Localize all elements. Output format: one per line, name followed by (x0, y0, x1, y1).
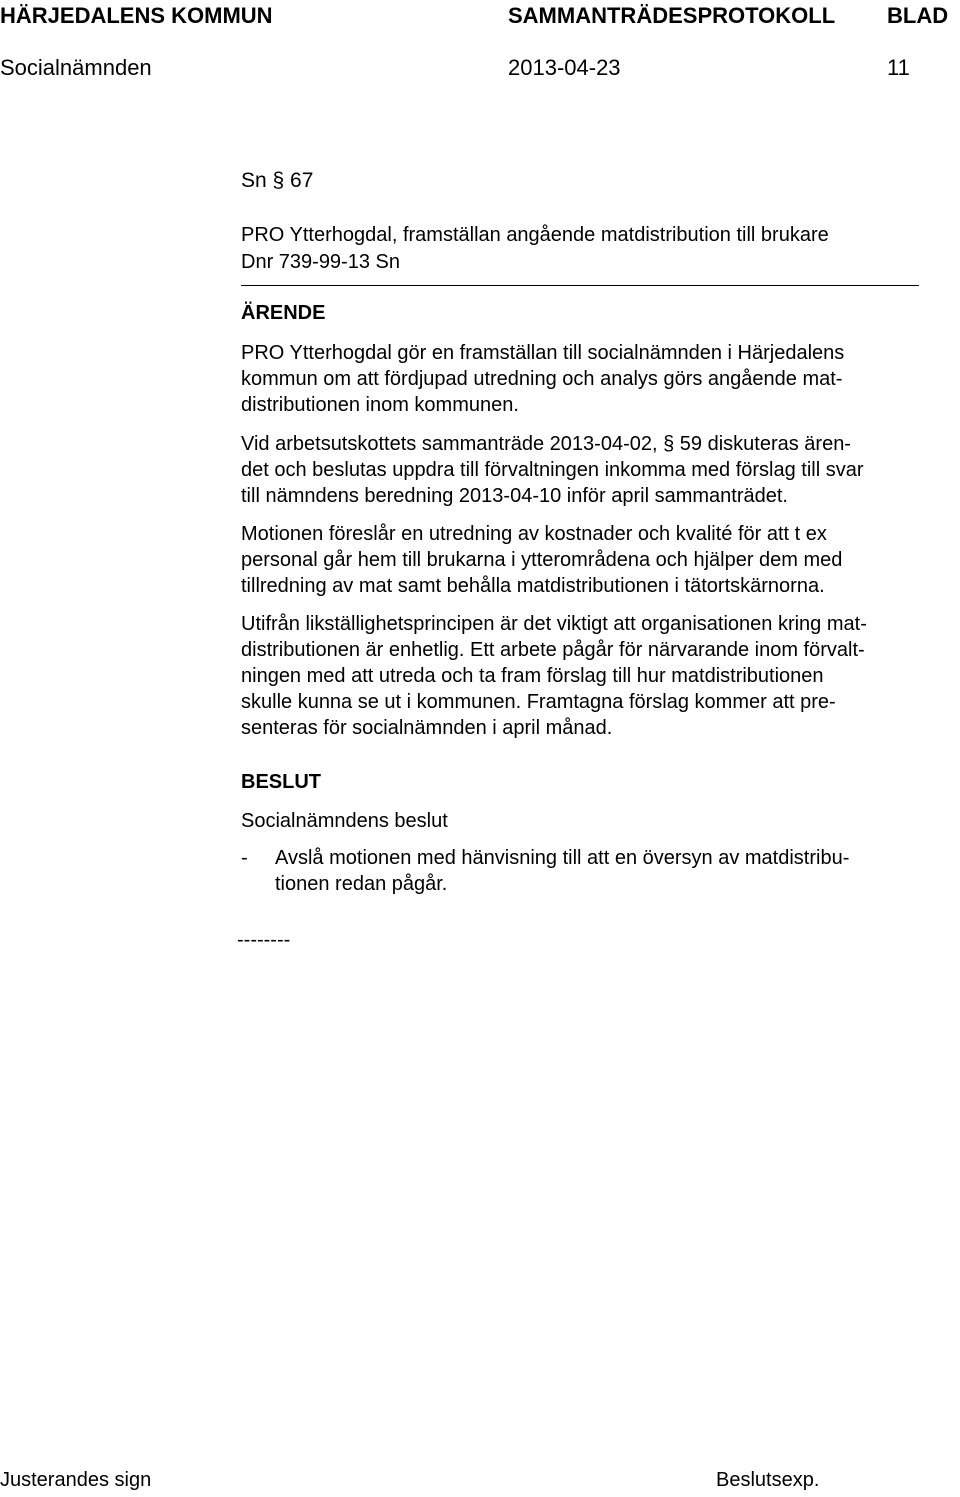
text-line: Avslå motionen med hänvisning till att en översyn av matdistribu- (275, 847, 850, 869)
committee-name: Socialnämnden (0, 55, 152, 80)
text-line: skulle kunna se ut i kommunen. Framtagna förslag kommer att pre- (241, 691, 836, 713)
text-line: ningen med att utreda och ta fram förslag till hur matdistributionen (241, 665, 824, 687)
text-line: senteras för socialnämnden i april månad. (241, 717, 613, 739)
arende-paragraph-1 (241, 340, 956, 418)
text-line: distributionen inom kommunen. (241, 394, 519, 416)
footer-beslutsexp: Beslutsexp. (716, 1469, 820, 1491)
arende-heading: ÄRENDE (241, 302, 326, 324)
item-title: PRO Ytterhogdal, framställan angående matdistribution till brukare (241, 224, 829, 246)
bullet-dash: - (241, 847, 248, 869)
text-line: distributionen är enhetlig. Ett arbete pågår för närvarande inom förvalt- (241, 639, 865, 661)
footer-justerandes-sign: Justerandes sign (0, 1469, 152, 1491)
text-line: tionen redan pågår. (275, 873, 448, 895)
text-line: Motionen föreslår en utredning av kostnader och kvalité för att t ex (241, 523, 827, 545)
municipality-name: HÄRJEDALENS KOMMUN (0, 3, 273, 28)
beslut-heading: BESLUT (241, 771, 321, 793)
beslut-subheading: Socialnämndens beslut (241, 810, 448, 832)
text-line: Utifrån likställighetsprincipen är det viktigt att organisationen kring mat- (241, 613, 867, 635)
arende-paragraph-2 (241, 431, 956, 509)
text-line: tillredning av mat samt behålla matdistributionen i tätortskärnorna. (241, 575, 825, 597)
text-line: det och beslutas uppdra till förvaltningen inkomma med förslag till svar (241, 459, 864, 481)
page-number: 11 (887, 55, 910, 80)
arende-paragraph-4 (241, 611, 956, 741)
text-line: personal går hem till brukarna i ytterområdena och hjälper dem med (241, 549, 843, 571)
end-separator: -------- (237, 929, 291, 951)
dnr-underline (241, 285, 919, 286)
text-line: kommun om att fördjupad utredning och analys görs angående mat- (241, 368, 843, 390)
text-line: PRO Ytterhogdal gör en framställan till socialnämnden i Härjedalens (241, 342, 845, 364)
text-line: Vid arbetsutskottets sammanträde 2013-04-02, § 59 diskuteras ären- (241, 433, 851, 455)
meeting-date: 2013-04-23 (508, 55, 621, 80)
item-dnr: Dnr 739-99-13 Sn (241, 251, 400, 273)
bullet-text (275, 845, 849, 897)
document-type: SAMMANTRÄDESPROTOKOLL (508, 3, 836, 28)
text-line: till nämndens beredning 2013-04-10 inför april sammanträdet. (241, 485, 788, 507)
blad-label: BLAD (887, 3, 949, 28)
item-number: Sn § 67 (241, 169, 314, 192)
beslut-bullet (241, 845, 956, 899)
arende-paragraph-3 (241, 521, 956, 599)
